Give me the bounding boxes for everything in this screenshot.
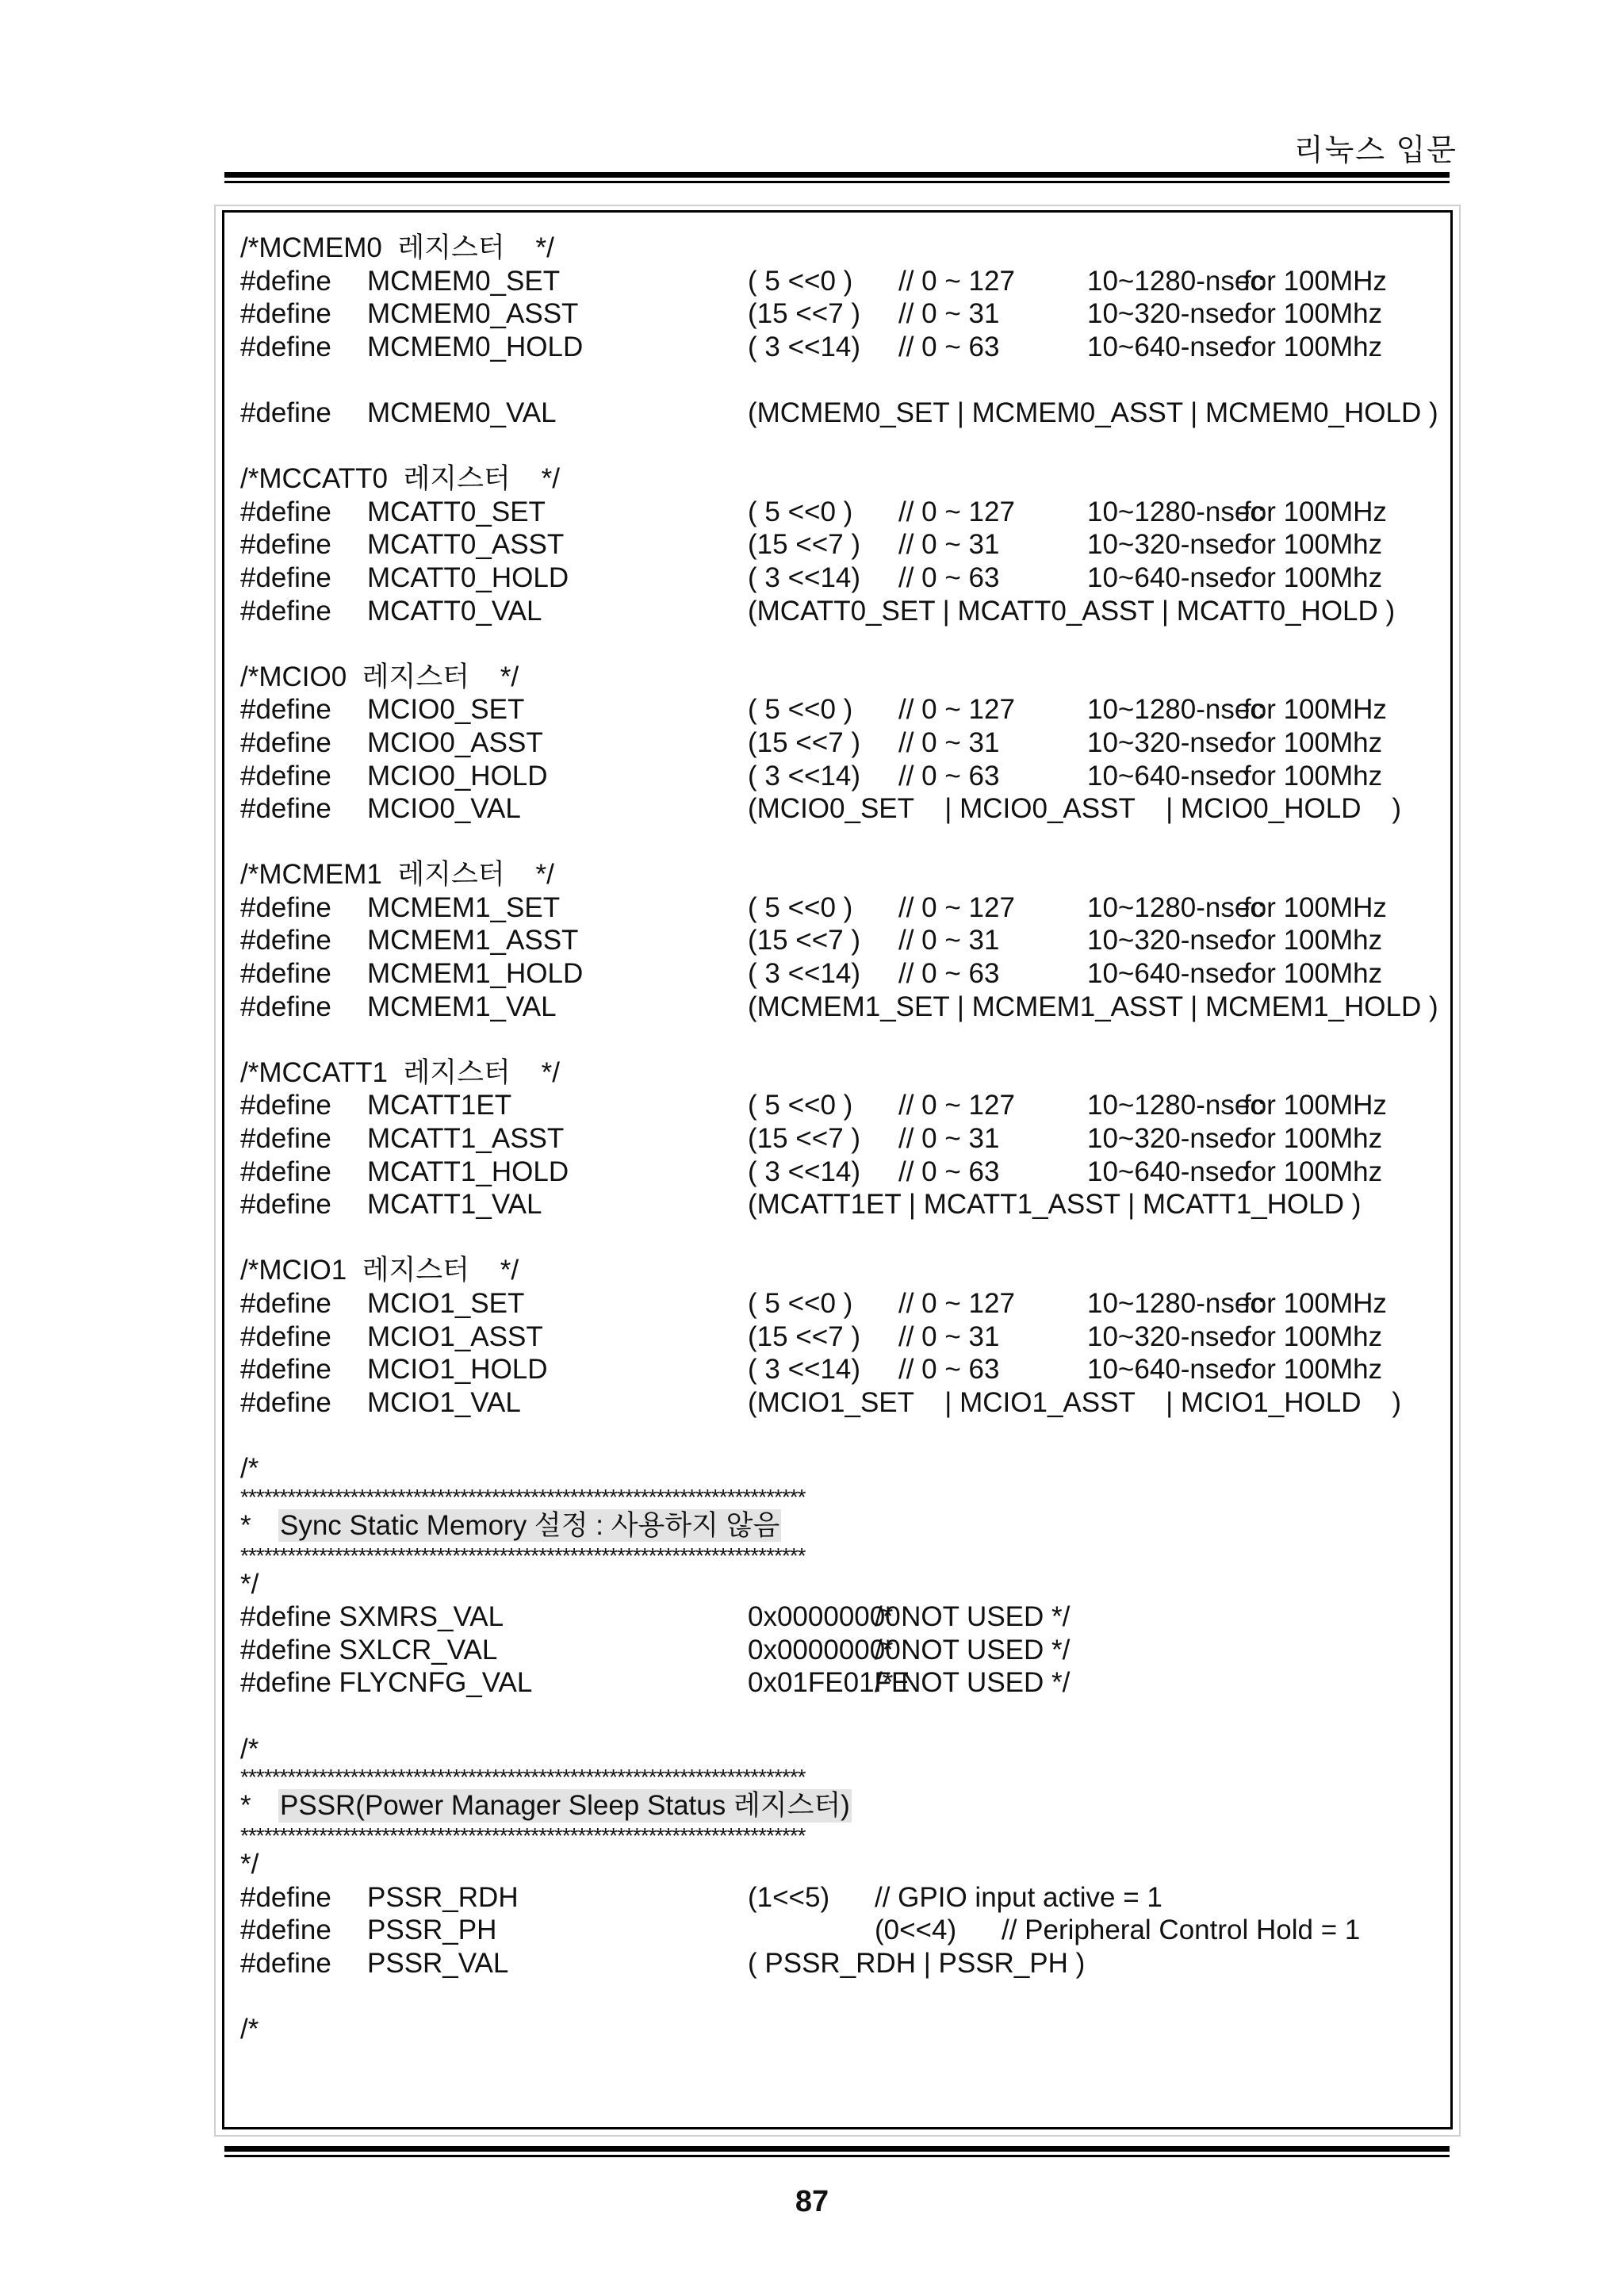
section-title-sync: * Sync Static Memory 설정 : 사용하지 않음	[240, 1509, 780, 1541]
comment-open: /*	[240, 2014, 259, 2045]
define-line: #define PSSR_PH (0<<4) // Peripheral Control Hold = 1	[240, 1915, 1361, 1946]
asterisk-rule: ************************************************************************	[240, 1765, 806, 1790]
blank-line	[240, 826, 1430, 859]
define-line: #define MCMEM1_ASST (15 <<7 ) // 0 ~ 31 10~320-nsec for 100Mhz	[240, 925, 1383, 956]
define-val-line: #define MCATT0_VAL (MCATT0_SET | MCATT0_ASST | MCATT0_HOLD )	[240, 595, 1396, 627]
code-listing	[240, 232, 1438, 2046]
blank-line	[240, 1419, 1430, 1452]
define-line: #define MCIO0_ASST (15 <<7 ) // 0 ~ 31 10~320-nsec for 100Mhz	[240, 726, 1383, 758]
comment-mcatt1: /*MCCATT1 레지스터 */	[240, 1056, 560, 1088]
header-rule-thick	[224, 172, 1450, 178]
define-line: #define MCIO1_HOLD ( 3 <<14) // 0 ~ 63 10~640-nsec for 100Mhz	[240, 1354, 1383, 1386]
header-rule-thin	[224, 181, 1450, 183]
define-line: #define MCMEM0_HOLD ( 3 <<14) // 0 ~ 63 10~640-nsec for 100Mhz	[240, 331, 1383, 362]
define-line: #define MCATT0_HOLD ( 3 <<14) // 0 ~ 63 10~640-nsec for 100Mhz	[240, 562, 1383, 593]
blank-line	[240, 1700, 1430, 1733]
comment-open: /*	[240, 1452, 259, 1484]
footer-rule-thick	[224, 2146, 1450, 2152]
define-line: #define MCIO0_HOLD ( 3 <<14) // 0 ~ 63 10~640-nsec for 100Mhz	[240, 760, 1383, 792]
comment-close: */	[240, 1568, 259, 1600]
define-val-line: #define MCATT1_VAL (MCATT1ET | MCATT1_ASST | MCATT1_HOLD )	[240, 1189, 1362, 1221]
define-line: #define MCMEM0_SET ( 5 <<0 ) // 0 ~ 127 10~1280-nsec for 100MHz	[240, 265, 1387, 297]
comment-mcmem0: /*MCMEM0 레지스터 */	[240, 232, 554, 263]
comment-open: /*	[240, 1733, 259, 1765]
define-line: #define SXLCR_VAL 0x00000000 /* NOT USED */	[240, 1634, 1071, 1665]
define-line: #define MCMEM0_ASST (15 <<7 ) // 0 ~ 31 10~320-nsec for 100Mhz	[240, 298, 1383, 330]
section-title-highlight: Sync Static Memory 설정 : 사용하지 않음	[280, 1509, 780, 1541]
define-line: #define MCATT0_SET ( 5 <<0 ) // 0 ~ 127 10~1280-nsec for 100MHz	[240, 496, 1387, 527]
define-line: #define MCATT1ET ( 5 <<0 ) // 0 ~ 127 10~1280-nsec for 100MHz	[240, 1090, 1387, 1121]
comment-mcio0: /*MCIO0 레지스터 */	[240, 661, 519, 692]
define-line: #define MCATT1_ASST (15 <<7 ) // 0 ~ 31 10~320-nsec for 100Mhz	[240, 1123, 1383, 1155]
define-line: #define FLYCNFG_VAL 0x01FE01FE /* NOT USED */	[240, 1667, 1071, 1699]
comment-close: */	[240, 1849, 259, 1880]
define-line: #define MCATT0_ASST (15 <<7 ) // 0 ~ 31 10~320-nsec for 100Mhz	[240, 529, 1383, 561]
asterisk-rule: ************************************************************************	[240, 1823, 806, 1849]
section-title-highlight: PSSR(Power Manager Sleep Status 레지스터)	[280, 1790, 850, 1822]
define-line: #define MCIO0_SET ( 5 <<0 ) // 0 ~ 127 10~1280-nsec for 100MHz	[240, 694, 1387, 726]
define-line: #define MCATT1_HOLD ( 3 <<14) // 0 ~ 63 10~640-nsec for 100Mhz	[240, 1156, 1383, 1187]
define-val-line: #define MCIO1_VAL (MCIO1_SET | MCIO1_ASST | MCIO1_HOLD )	[240, 1386, 1402, 1418]
define-line: #define PSSR_RDH (1<<5) // GPIO input active = 1	[240, 1881, 1162, 1913]
comment-mcatt0: /*MCCATT0 레지스터 */	[240, 463, 560, 495]
asterisk-rule: ************************************************************************	[240, 1484, 806, 1509]
blank-line	[240, 627, 1430, 661]
blank-line	[240, 1023, 1430, 1056]
blank-line	[240, 363, 1430, 397]
page-header-title: 리눅스 입문	[1293, 134, 1457, 167]
define-val-line: #define MCMEM1_VAL (MCMEM1_SET | MCMEM1_ASST | MCMEM1_HOLD )	[240, 991, 1438, 1022]
comment-mcmem1: /*MCMEM1 레지스터 */	[240, 859, 554, 891]
define-line: #define MCIO1_ASST (15 <<7 ) // 0 ~ 31 10~320-nsec for 100Mhz	[240, 1320, 1383, 1352]
asterisk-rule: ************************************************************************	[240, 1543, 806, 1568]
define-line: #define MCMEM1_SET ( 5 <<0 ) // 0 ~ 127 10~1280-nsec for 100MHz	[240, 891, 1387, 923]
section-title-pssr: * PSSR(Power Manager Sleep Status 레지스터)	[240, 1790, 850, 1822]
define-val-line: #define MCMEM0_VAL (MCMEM0_SET | MCMEM0_ASST | MCMEM0_HOLD )	[240, 397, 1438, 428]
define-val-line: #define MCIO0_VAL (MCIO0_SET | MCIO0_ASST | MCIO0_HOLD )	[240, 793, 1402, 825]
blank-line	[240, 430, 1430, 463]
comment-mcio1: /*MCIO1 레지스터 */	[240, 1255, 519, 1286]
define-line: #define MCMEM1_HOLD ( 3 <<14) // 0 ~ 63 10~640-nsec for 100Mhz	[240, 958, 1383, 990]
define-line: #define SXMRS_VAL 0x00000000 /* NOT USED */	[240, 1601, 1071, 1633]
define-line: #define MCIO1_SET ( 5 <<0 ) // 0 ~ 127 10~1280-nsec for 100MHz	[240, 1288, 1387, 1319]
blank-line	[240, 1221, 1430, 1255]
page-number: 87	[795, 2185, 829, 2218]
footer-rule-thin	[224, 2155, 1450, 2157]
define-val-line: #define PSSR_VAL ( PSSR_RDH | PSSR_PH )	[240, 1947, 1086, 1979]
blank-line	[240, 1980, 1430, 2014]
